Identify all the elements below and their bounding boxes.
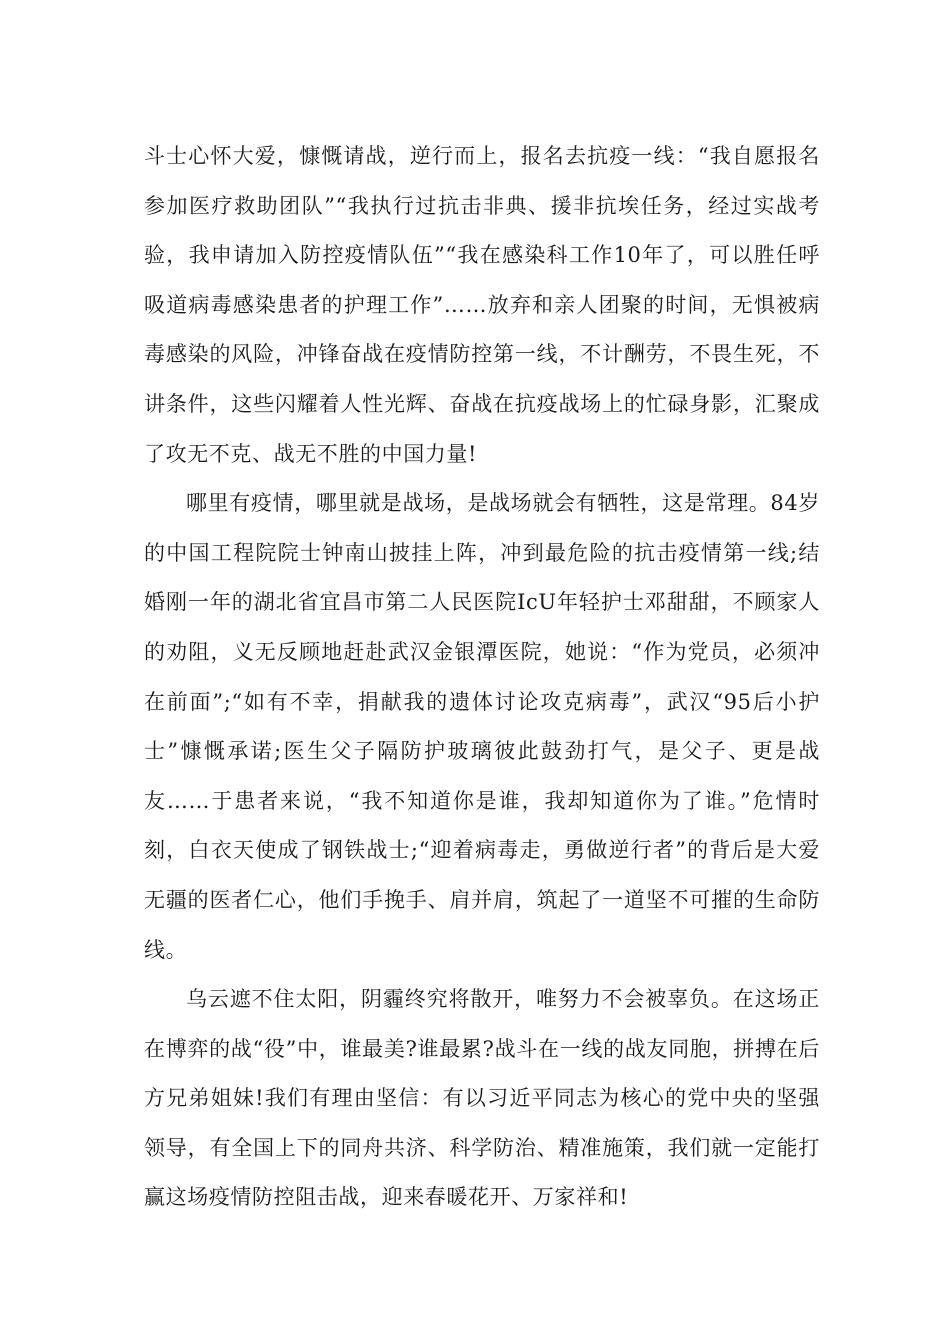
paragraph-3: 乌云遮不住太阳，阴霾终究将散开，唯努力不会被辜负。在这场正在博弈的战“役”中，谁最美?谁最累?战斗在一线的战友同胞，拼搏在后方兄弟姐妹!我们有理由坚信：有以习近平同志为核心的党中央的坚强领导，有全国上下的同舟共济、科学防治、精准施策，我们就一定能打赢这场疫情防控阻击战，迎来春暖花开、万家祥和! (144, 987, 820, 1210)
paragraph-2: 哪里有疫情，哪里就是战场，是战场就会有牺牲，这是常理。84岁的中国工程院院士钟南山披挂上阵，冲到最危险的抗击疫情第一线;结婚刚一年的湖北省宜昌市第二人民医院IcU年轻护士邓甜甜，不顾家人的劝阻，义无反顾地赶赴武汉金银潭医院，她说：“作为党员，必须冲在前面”;“如有不幸，捐献我的遗体讨论攻克病毒”，武汉“95后小护士”慷慨承诺;医生父子隔防护玻璃彼此鼓劲打气，是父子、更是战友……于患者来说，“我不知道你是谁，我却知道你为了谁。”危情时刻，白衣天使成了钢铁战士;“迎着病毒走，勇做逆行者”的背后是大爱无疆的医者仁心，他们手挽手、肩并肩，筑起了一道坚不可摧的生命防线。 (144, 491, 820, 962)
paragraph-1: 斗士心怀大爱，慷慨请战，逆行而上，报名去抗疫一线：“我自愿报名参加医疗救助团队”“我执行过抗击非典、援非抗埃任务，经过实战考验，我申请加入防控疫情队伍”“我在感染科工作10年了，可以胜任呼吸道病毒感染患者的护理工作”……放弃和亲人团聚的时间，无惧被病毒感染的风险，冲锋奋战在疫情防控第一线，不计酬劳，不畏生死，不讲条件，这些闪耀着人性光辉、奋战在抗疫战场上的忙碌身影，汇聚成了攻无不克、战无不胜的中国力量! (144, 144, 820, 466)
document-body (144, 132, 820, 1223)
